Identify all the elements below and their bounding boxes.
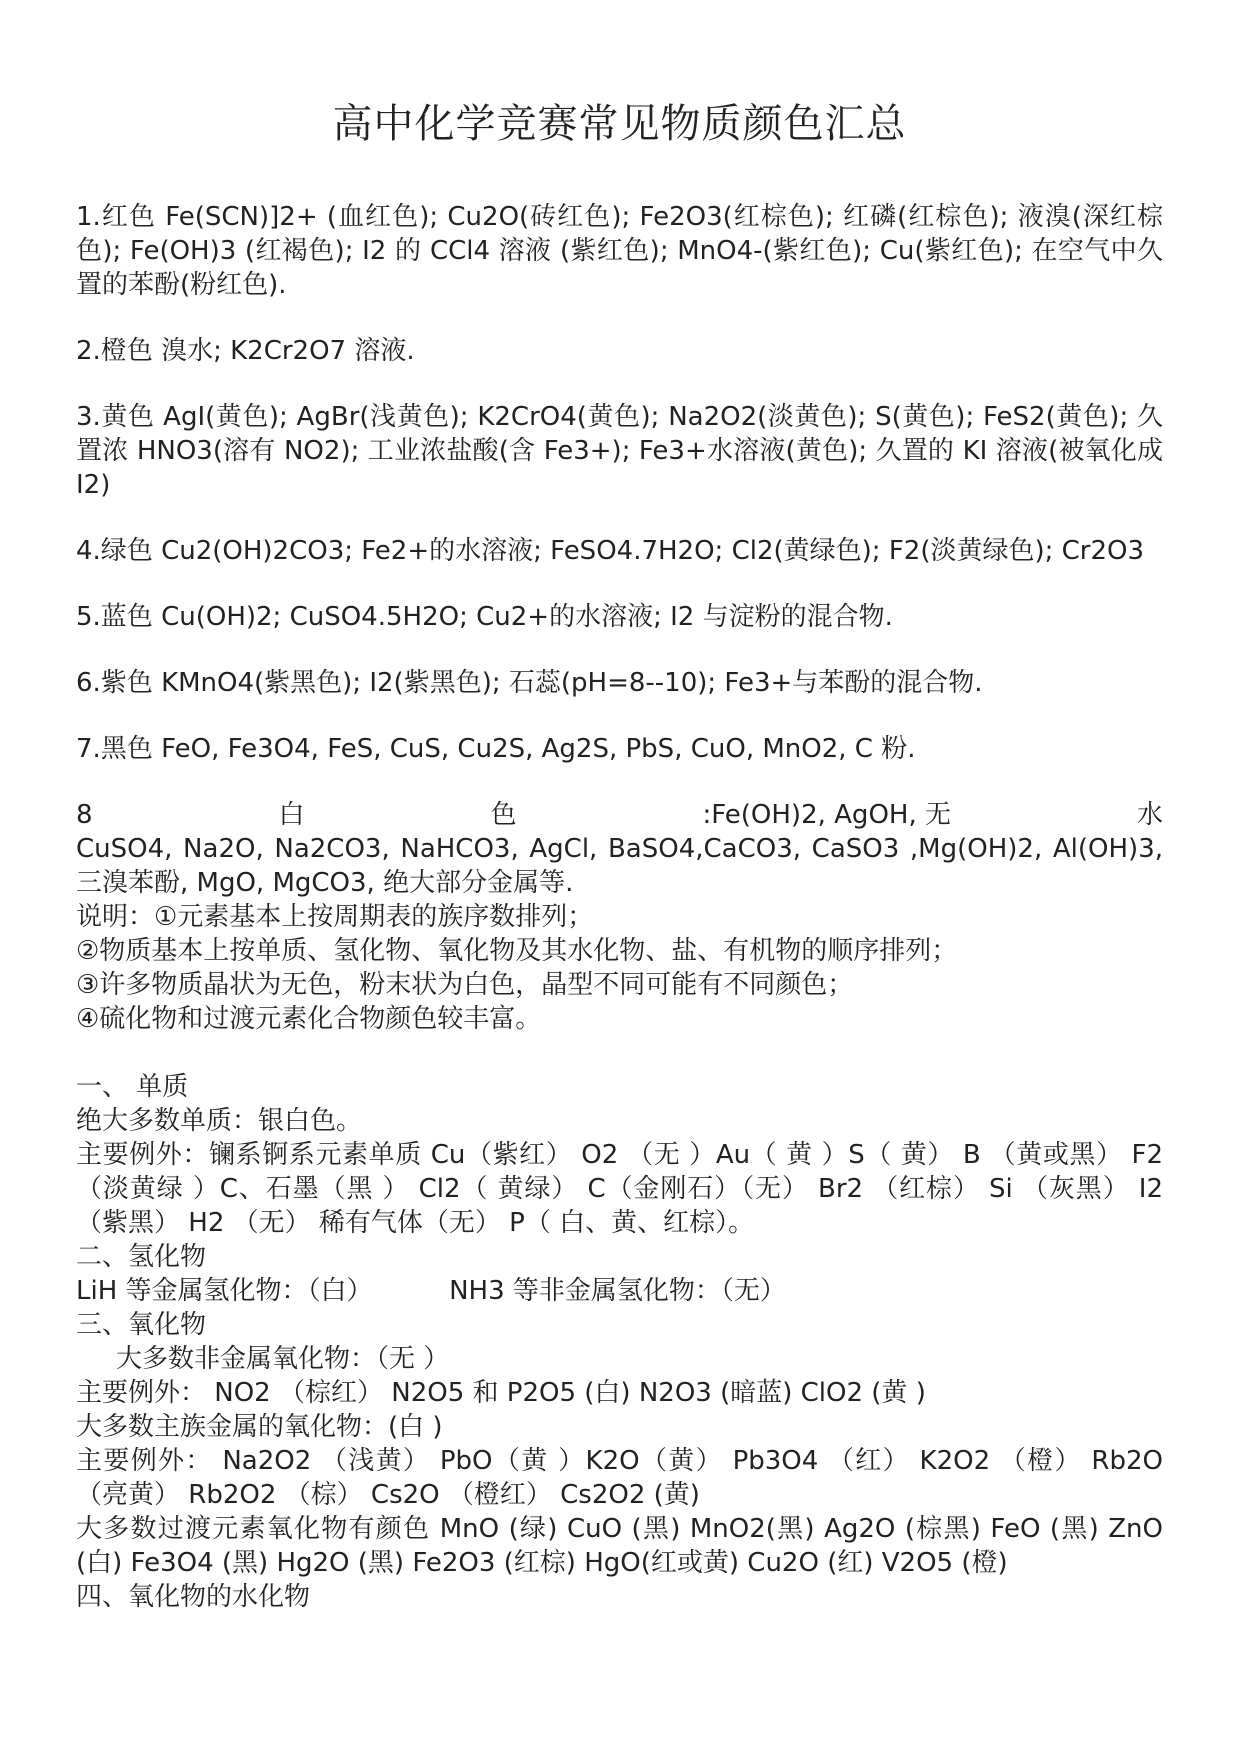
item-red: 1.红色 Fe(SCN)]2+ (血红色); Cu2O(砖红色); Fe2O3(红棕色); 红磷(红棕色); 液溴(深红棕色); Fe(OH)3 (红褐色); I2 的 CCl4 溶液 (紫红色); MnO4-(紫红色); Cu(紫红色); 在空气中久置的苯酚(粉红色). <box>76 202 1163 300</box>
elements-general: 绝大多数单质：银白色。 <box>76 1106 363 1136</box>
heading-oxides: 三、氧化物 <box>76 1310 207 1340</box>
item-blue: 5.蓝色 Cu(OH)2; CuSO4.5H2O; Cu2+的水溶液; I2 与淀粉的混合物. <box>76 602 893 632</box>
heading-elements: 一、 单质 <box>76 1072 189 1102</box>
page-title: 高中化学竞赛常见物质颜色汇总 <box>332 101 907 147</box>
hydrides-nonmetal: NH3 等非金属氢化物：（无） <box>449 1276 786 1306</box>
hydrides-metal: LiH 等金属氢化物：（白） <box>76 1276 373 1306</box>
spacer <box>76 1036 1163 1070</box>
item-black: 7.黑色 FeO, Fe3O4, FeS, CuS, Cu2S, Ag2S, PbS, CuO, MnO2, C 粉. <box>76 734 916 764</box>
item-white-word-4: 水 <box>1136 800 1163 830</box>
oxides-main-group: 大多数主族金属的氧化物：(白 ) <box>76 1412 443 1442</box>
oxides-nonmetal-exceptions: 主要例外： NO2 （棕红） N2O5 和 P2O5 (白) N2O3 (暗蓝) ClO2 (黄 ) <box>76 1378 926 1408</box>
item-green: 4.绿色 Cu2(OH)2CO3; Fe2+的水溶液; FeSO4.7H2O; Cl2(黄绿色); F2(淡黄绿色); Cr2O3 <box>76 536 1145 566</box>
note-2: ②物质基本上按单质、氢化物、氧化物及其水化物、盐、有机物的顺序排列； <box>76 936 958 966</box>
note-1: 说明：①元素基本上按周期表的族序数排列； <box>76 902 594 932</box>
item-white <box>76 798 1163 900</box>
hydrides-line <box>76 1274 1163 1308</box>
item-white-rest: CuSO4, Na2O, Na2CO3, NaHCO3, AgCl, BaSO4,CaCO3, CaSO3 ,Mg(OH)2, Al(OH)3, 三溴苯酚, MgO, MgCO3, 绝大部分金属等. <box>76 834 1163 898</box>
item-white-word-2: 色 <box>490 800 517 830</box>
item-white-number: 8 <box>76 800 93 830</box>
heading-hydrides: 二、氢化物 <box>76 1242 207 1272</box>
item-orange: 2.橙色 溴水; K2Cr2O7 溶液. <box>76 336 415 366</box>
item-white-word-1: 白 <box>278 800 305 830</box>
item-yellow: 3.黄色 AgI(黄色); AgBr(浅黄色); K2CrO4(黄色); Na2O2(淡黄色); S(黄色); FeS2(黄色); 久置浓 HNO3(溶有 NO2); 工业浓盐酸(含 Fe3+); Fe3+水溶液(黄色); 久置的 KI 溶液(被氧化成 I2) <box>76 402 1163 500</box>
oxides-main-group-exceptions: 主要例外： Na2O2 （浅黄） PbO（黄 ）K2O（黄） Pb3O4 （红） K2O2 （橙） Rb2O （亮黄） Rb2O2 （棕） Cs2O （橙红） Cs2O2 (黄) <box>76 1446 1163 1510</box>
note-3: ③许多物质晶状为无色，粉末状为白色，晶型不同可能有不同颜色； <box>76 970 854 1000</box>
oxides-transition: 大多数过渡元素氧化物有颜色 MnO (绿) CuO (黑) MnO2(黑) Ag2O (棕黑) FeO (黑) ZnO (白) Fe3O4 (黑) Hg2O (黑) Fe2O3 (红棕) HgO(红或黄) Cu2O (红) V2O5 (橙) <box>76 1514 1163 1578</box>
item-purple: 6.紫色 KMnO4(紫黑色); I2(紫黑色); 石蕊(pH=8--10); Fe3+与苯酚的混合物. <box>76 668 983 698</box>
note-4: ④硫化物和过渡元素化合物颜色较丰富。 <box>76 1004 542 1034</box>
heading-hydrated-oxides: 四、氧化物的水化物 <box>76 1582 311 1612</box>
item-white-first-line <box>76 798 1163 832</box>
oxides-nonmetal: 大多数非金属氧化物：（无 ） <box>116 1344 450 1374</box>
item-white-word-3: :Fe(OH)2, AgOH, 无 <box>702 800 951 830</box>
elements-exceptions: 主要例外：镧系锕系元素单质 Cu（紫红） O2 （无 ）Au（ 黄 ）S（ 黄） B （黄或黑） F2 （淡黄绿 ）C、石墨（黑 ） Cl2（ 黄绿） C（金刚石）（无） Br2 （红棕） Si （灰黑） I2 （紫黑） H2 （无） 稀有气体（无） P（ 白、黄、红棕）。 <box>76 1140 1163 1238</box>
